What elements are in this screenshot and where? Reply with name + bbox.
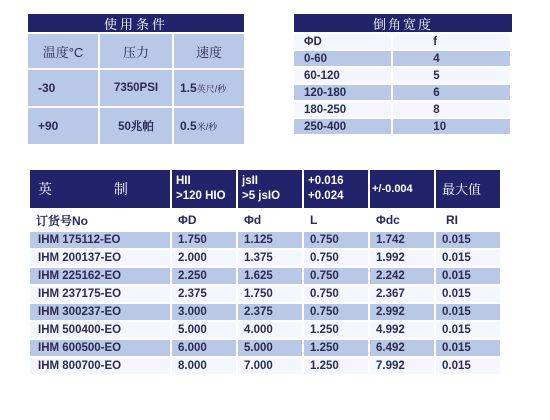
length-cell: 0.750 xyxy=(304,268,368,284)
header-imperial-char2: 制 xyxy=(113,180,128,197)
table-row xyxy=(30,232,500,248)
part-number-cell: IHM 200137-EO xyxy=(30,250,170,266)
speed-imperial xyxy=(174,70,244,106)
part-number-cell: IHM 600500-EO xyxy=(30,340,170,356)
header-tolerance-d-line2: >5 jsIO xyxy=(242,190,281,202)
pressure-psi: 7350PSI xyxy=(100,70,172,106)
table-row xyxy=(30,322,500,338)
part-number-cell: IHM 800700-EO xyxy=(30,358,170,374)
outer-diameter-cell: 5.000 xyxy=(172,322,236,338)
radius-cell: 0.015 xyxy=(436,268,500,284)
diameter-dc-cell: 1.992 xyxy=(370,250,434,266)
chamfer-range: 0-60 xyxy=(294,51,391,66)
outer-diameter-cell: 1.750 xyxy=(172,232,236,248)
inner-diameter-cell: 2.375 xyxy=(238,304,302,320)
outer-diameter-cell: 6.000 xyxy=(172,340,236,356)
chamfer-title: 倒角宽度 xyxy=(294,14,512,32)
part-number-cell: IHM 225162-EO xyxy=(30,268,170,284)
length-cell: 0.750 xyxy=(304,250,368,266)
table-row xyxy=(30,358,500,374)
chamfer-f: 8 xyxy=(393,102,510,117)
part-number-cell: IHM 175112-EO xyxy=(30,232,170,248)
chamfer-range: 60-120 xyxy=(294,68,391,83)
parts-subheader-row xyxy=(30,210,500,230)
chamfer-range: 180-250 xyxy=(294,102,391,117)
radius-cell: 0.015 xyxy=(436,304,500,320)
temperature-low: -30 xyxy=(28,70,98,106)
chamfer-header-diameter: ΦD xyxy=(294,34,391,49)
length-cell: 0.750 xyxy=(304,304,368,320)
parts-header-row xyxy=(30,170,500,208)
chamfer-header-f: f xyxy=(393,34,510,49)
outer-diameter-cell: 8.000 xyxy=(172,358,236,374)
part-number-cell: IHM 237175-EO xyxy=(30,286,170,302)
header-tolerance-D-line1: HII xyxy=(176,175,191,187)
diameter-dc-cell: 2.992 xyxy=(370,304,434,320)
header-imperial xyxy=(30,170,170,208)
table-row xyxy=(30,340,500,356)
subheader-order-no: 订货号No xyxy=(36,213,88,228)
inner-diameter-cell: 5.000 xyxy=(238,340,302,356)
conditions-title: 使用条件 xyxy=(28,14,244,32)
parts-body xyxy=(30,232,500,374)
diameter-dc-cell: 6.492 xyxy=(370,340,434,356)
header-tolerance-L-line2: +0.024 xyxy=(308,190,344,202)
radius-cell: 0.015 xyxy=(436,286,500,302)
header-imperial-char1: 英 xyxy=(38,180,52,197)
speed-metric-unit: 米/秒 xyxy=(196,121,218,132)
speed-metric xyxy=(174,108,244,144)
pressure-header: 压力 xyxy=(100,34,172,68)
speed-header: 速度 xyxy=(174,34,244,68)
length-cell: 0.750 xyxy=(304,286,368,302)
outer-diameter-cell: 2.000 xyxy=(172,250,236,266)
diameter-dc-cell: 1.742 xyxy=(370,232,434,248)
header-tolerance-d-line1: jsII xyxy=(242,175,258,187)
outer-diameter-cell: 2.250 xyxy=(172,268,236,284)
table-row xyxy=(30,250,500,266)
diameter-dc-cell: 2.367 xyxy=(370,286,434,302)
part-number-cell: IHM 300237-EO xyxy=(30,304,170,320)
header-tolerance-L xyxy=(304,170,368,208)
speed-imperial-value: 1.5 xyxy=(180,81,197,95)
header-tolerance-D xyxy=(172,170,236,208)
inner-diameter-cell: 1.750 xyxy=(238,286,302,302)
speed-metric-value: 0.5 xyxy=(180,119,197,133)
radius-cell: 0.015 xyxy=(436,322,500,338)
table-row xyxy=(30,286,500,302)
table-row xyxy=(30,268,500,284)
temperature-high: +90 xyxy=(28,108,98,144)
radius-cell: 0.015 xyxy=(436,250,500,266)
conditions-table xyxy=(28,14,244,144)
chamfer-f: 10 xyxy=(393,119,510,134)
chamfer-f: 5 xyxy=(393,68,510,83)
subheader-D: ΦD xyxy=(178,213,197,227)
header-tolerance-L-line1: +0.016 xyxy=(308,175,344,187)
parts-table xyxy=(28,168,502,376)
chamfer-f: 4 xyxy=(393,51,510,66)
length-cell: 0.750 xyxy=(304,232,368,248)
inner-diameter-cell: 1.625 xyxy=(238,268,302,284)
length-cell: 1.250 xyxy=(304,340,368,356)
length-cell: 1.250 xyxy=(304,322,368,338)
header-max-value: 最大值 xyxy=(436,170,500,208)
subheader-dc: Φdc xyxy=(376,213,400,227)
radius-cell: 0.015 xyxy=(436,340,500,356)
chamfer-table xyxy=(294,14,512,136)
subheader-d: Φd xyxy=(244,213,262,227)
outer-diameter-cell: 3.000 xyxy=(172,304,236,320)
diameter-dc-cell: 2.242 xyxy=(370,268,434,284)
inner-diameter-cell: 4.000 xyxy=(238,322,302,338)
outer-diameter-cell: 2.375 xyxy=(172,286,236,302)
conditions-grid xyxy=(28,34,244,144)
length-cell: 1.250 xyxy=(304,358,368,374)
chamfer-grid xyxy=(292,32,512,136)
header-tolerance-d xyxy=(238,170,302,208)
subheader-L: L xyxy=(310,213,318,227)
chamfer-range: 250-400 xyxy=(294,119,391,134)
part-number-cell: IHM 500400-EO xyxy=(30,322,170,338)
header-tolerance-dc: +/-0.004 xyxy=(370,170,434,208)
chamfer-range: 120-180 xyxy=(294,85,391,100)
radius-cell: 0.015 xyxy=(436,232,500,248)
inner-diameter-cell: 1.375 xyxy=(238,250,302,266)
temperature-header: 温度°C xyxy=(28,34,98,68)
inner-diameter-cell: 7.000 xyxy=(238,358,302,374)
radius-cell: 0.015 xyxy=(436,358,500,374)
pressure-mpa: 50兆帕 xyxy=(100,108,172,144)
inner-diameter-cell: 1.125 xyxy=(238,232,302,248)
diameter-dc-cell: 4.992 xyxy=(370,322,434,338)
header-tolerance-D-line2: >120 HIO xyxy=(176,190,226,202)
diameter-dc-cell: 7.992 xyxy=(370,358,434,374)
chamfer-f: 6 xyxy=(393,85,510,100)
subheader-R: RI xyxy=(446,213,458,227)
speed-imperial-unit: 英尺/秒 xyxy=(196,83,227,94)
table-row xyxy=(30,304,500,320)
